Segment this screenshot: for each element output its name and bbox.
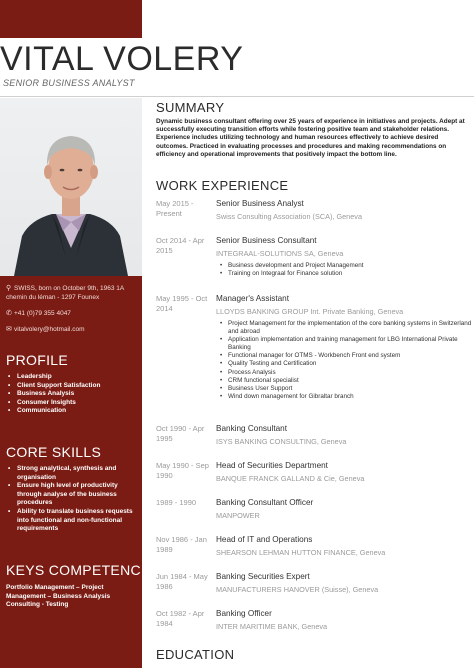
job-company: MANPOWER <box>216 511 260 520</box>
profile-item: • Consumer Insights <box>8 399 100 408</box>
location-pin-icon: ⚲ <box>6 285 12 292</box>
job-bullet: • Training on Integraal for Finance solution <box>220 270 472 278</box>
header-divider <box>0 96 474 97</box>
job-title: Head of IT and Operations <box>216 535 313 544</box>
job-date: May 1995 - Oct 2014 <box>156 294 208 313</box>
job-company: INTER MARITIME BANK, Geneva <box>216 622 328 631</box>
job-bullets <box>220 320 472 401</box>
job-title: Senior Business Analyst <box>216 199 304 208</box>
job-title: Banking Securities Expert <box>216 572 310 581</box>
job-company: Swiss Consulting Association (SCA), Geneva <box>216 212 363 221</box>
profile-photo <box>0 98 142 276</box>
education-title: EDUCATION <box>156 647 235 662</box>
job-date: Oct 1990 - Apr 1995 <box>156 424 205 443</box>
job-bullet: • Application implementation and training management for LBG International Private Banking <box>220 336 472 352</box>
profile-item: • Communication <box>8 407 100 416</box>
profile-item: • Leadership <box>8 373 100 382</box>
core-skill-item: • Ability to translate business requests into functional and non-functional requirements <box>8 508 134 534</box>
job-bullet: • Business User Support <box>220 385 472 393</box>
core-skill-item: • Strong analytical, synthesis and organisation <box>8 465 134 482</box>
key-competencies-text: Portfolio Management – Project Management – Business Analysis Consulting - Testing <box>6 584 111 609</box>
job-company: LLOYDS BANKING GROUP Int. Private Banking, Geneva <box>216 307 404 316</box>
work-experience-title: WORK EXPERIENCE <box>156 178 289 193</box>
core-skills-title: CORE SKILLS <box>6 444 102 460</box>
contact-phone <box>6 309 71 318</box>
key-competencies-title: KEYS COMPETENCIES <box>6 562 165 578</box>
contact-address <box>6 284 138 302</box>
profile-list <box>8 373 100 416</box>
job-date: Oct 1982 - Apr 1984 <box>156 609 205 628</box>
job-date: Oct 2014 - Apr 2015 <box>156 236 205 255</box>
job-title: Senior Business Consultant <box>216 236 317 245</box>
job-title: Manager's Assistant <box>216 294 290 303</box>
job-company: MANUFACTURERS HANOVER (Suisse), Geneva <box>216 585 379 594</box>
job-date: 1989 - 1990 <box>156 498 197 507</box>
candidate-subtitle: SENIOR BUSINESS ANALYST <box>3 78 135 88</box>
profile-item: • Business Analysis <box>8 390 100 399</box>
job-date: Jun 1984 - May 1986 <box>156 572 208 591</box>
job-bullets <box>220 262 472 278</box>
job-bullet: • Wind down management for Gibraltar branch <box>220 393 472 401</box>
job-bullet: • CRM functional specialist <box>220 377 472 385</box>
summary-text: Dynamic business consultant offering over 25 years of experience in initiatives and projects. Adept at successfully executing transition efforts while fostering positive team and stakeholder relations. Experience includes utilizing technology and human resources effectively to achieve desired outcomes. Practiced in evaluating processes and procedures and making recommendations on efficiency and operational improvements that positively impact the bottom line. <box>156 118 465 158</box>
job-date: May 1990 - Sep 1990 <box>156 461 209 480</box>
phone-text: +41 (0)79 355 4047 <box>14 310 71 317</box>
job-title: Banking Consultant <box>216 424 288 433</box>
mail-icon: ✉ <box>6 326 12 333</box>
job-bullet: • Functional manager for OTMS - Workbench Front end system <box>220 352 472 360</box>
job-date: Nov 1986 - Jan 1989 <box>156 535 207 554</box>
job-bullet: • Project Management for the implementation of the core banking systems in Switzerland and abroad <box>220 320 472 336</box>
job-company: INTEGRAAL-SOLUTIONS SA, Geneva <box>216 249 344 258</box>
sidebar-top-band <box>0 0 142 38</box>
job-title: Banking Consultant Officer <box>216 498 314 507</box>
job-company: BANQUE FRANCK GALLAND & Cie, Geneva <box>216 474 365 483</box>
phone-icon: ✆ <box>6 310 12 317</box>
job-date: May 2015 - Present <box>156 199 194 218</box>
job-bullet: • Quality Testing and Certification <box>220 360 472 368</box>
address-text: SWISS, born on October 9th, 1963 1A chemin du léman - 1297 Founex <box>6 285 124 301</box>
core-skill-item: • Ensure high level of productivity through analyse of the business procedures <box>8 482 134 508</box>
profile-title: PROFILE <box>6 352 69 368</box>
contact-email[interactable] <box>6 325 85 334</box>
job-company: SHEARSON LEHMAN HUTTON FINANCE, Geneva <box>216 548 386 557</box>
portrait-illustration <box>0 98 142 276</box>
job-bullet: • Business development and Project Management <box>220 262 472 270</box>
profile-item: • Client Support Satisfaction <box>8 382 100 391</box>
email-text[interactable]: vitalvolery@hotmail.com <box>14 326 85 333</box>
job-title: Banking Officer <box>216 609 272 618</box>
job-title: Head of Securities Department <box>216 461 328 470</box>
core-skills-list <box>8 465 134 534</box>
job-company: ISYS BANKING CONSULTING, Geneva <box>216 437 347 446</box>
candidate-name: VITAL VOLERY <box>0 40 244 78</box>
job-bullet: • Process Analysis <box>220 369 472 377</box>
summary-title: SUMMARY <box>156 100 225 115</box>
